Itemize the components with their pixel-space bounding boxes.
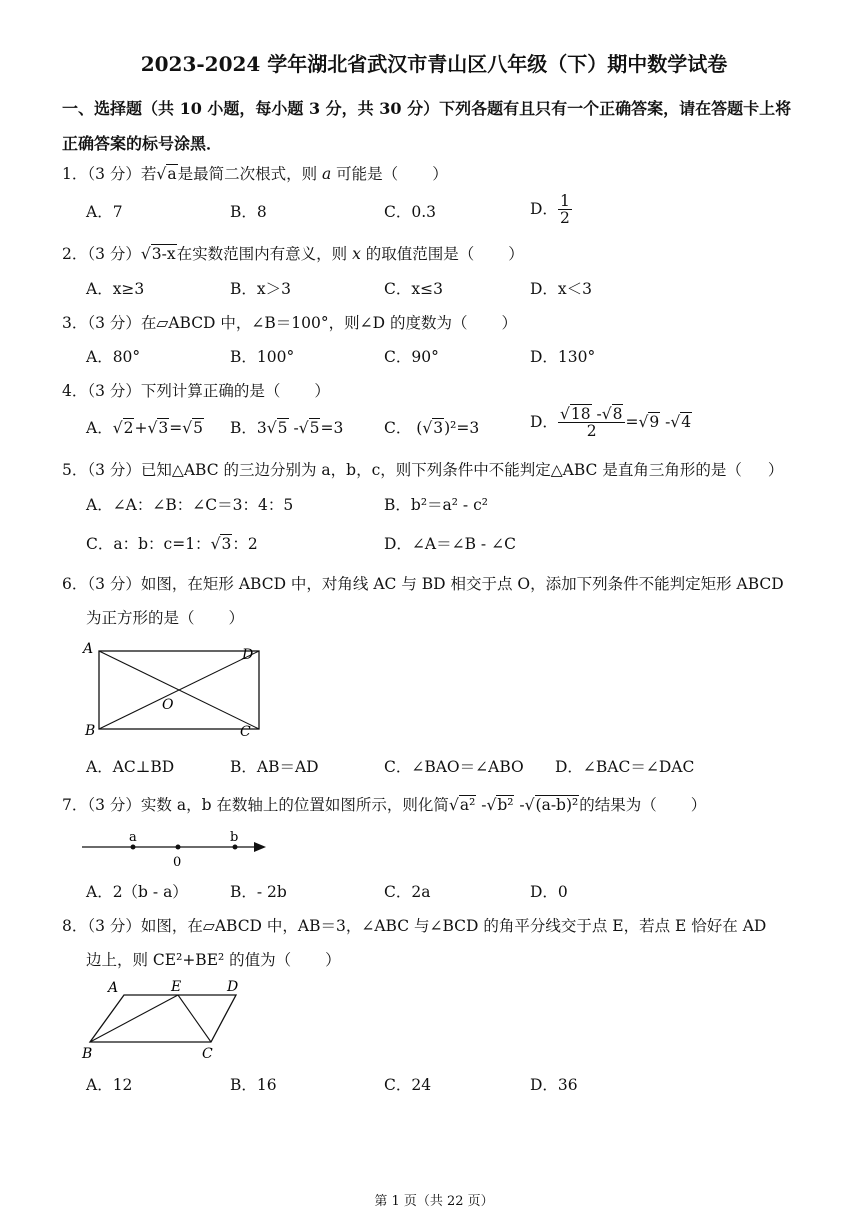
section-instructions-line2: 正确答案的标号涂黑． [62, 134, 223, 153]
q8-option-d: D．36 [530, 1076, 578, 1094]
parallelogram-diagram [78, 976, 253, 1064]
question-number: 4．（3 分） [62, 382, 141, 400]
question-number: 3．（3 分） [62, 314, 141, 332]
radicand: a [167, 165, 177, 183]
label-a: A [83, 641, 94, 657]
question-4 [62, 379, 330, 401]
radicand: b² [497, 796, 514, 814]
arrow-head-icon [254, 842, 266, 852]
parallelogram-abcd [90, 995, 236, 1042]
q6-option-d: D．∠BAC＝∠DAC [555, 758, 695, 776]
number-line-diagram [78, 826, 278, 870]
result: =3 [320, 419, 344, 437]
page-footer: 第 1 页（共 22 页） [374, 1194, 494, 1209]
question-7: 7．（3 分）实数 a，b 在数轴上的位置如图所示，则化简√a² -√b² -√(a-b)²的结果为（ ） [62, 796, 707, 814]
segment-be [90, 995, 178, 1042]
paren-close: ） [325, 951, 341, 969]
radicand: 9 [649, 412, 660, 431]
q3-option-d: D．130° [530, 348, 596, 366]
point-b [233, 845, 238, 850]
question-3 [62, 311, 517, 333]
q4-option-a: A．√2+√3=√5 [86, 419, 203, 437]
question-text: 的结果为（ [579, 796, 657, 814]
radicand: 5 [193, 419, 203, 437]
label-c: C [240, 724, 251, 740]
radicand: 18 [570, 405, 591, 423]
question-text: 可能是（ [331, 165, 399, 183]
question-text: 实数 a，b 在数轴上的位置如图所示，则化简 [140, 796, 449, 814]
label-e: E [171, 979, 182, 995]
paren-close: ） [690, 796, 707, 814]
q6-option-c: C．∠BAO＝∠ABO [384, 758, 524, 776]
radicand: (a-b)² [535, 796, 579, 814]
denominator: 2 [586, 422, 597, 441]
q1-option-b: B．8 [230, 203, 267, 221]
q8-option-c: C．24 [384, 1076, 432, 1094]
q3-option-c: C．90° [384, 348, 439, 366]
question-text: 的取值范围是（ [360, 245, 475, 263]
question-text: 若 [140, 165, 157, 183]
q6-option-a: A．AC⊥BD [86, 758, 175, 776]
radicand: 2 [123, 419, 134, 437]
variable: a [322, 165, 332, 183]
question-2: 2．（3 分）√3-x在实数范围内有意义，则 x 的取值范围是（ ） [62, 245, 524, 263]
option-label: D． [530, 412, 558, 431]
q1-option-c: C．0.3 [384, 203, 437, 221]
label-b: B [82, 1046, 93, 1062]
question-number: 8．（3 分） [62, 917, 141, 935]
question-text: 在实数范围内有意义，则 [176, 245, 353, 263]
q8-option-b: B．16 [230, 1076, 277, 1094]
q7-option-c: C．2a [384, 883, 431, 901]
option-label: B． [230, 419, 257, 437]
question-8-line2 [86, 948, 341, 970]
point-zero [176, 845, 181, 850]
label-d: D [227, 979, 239, 995]
q1-option-a: A．7 [86, 203, 123, 221]
question-number: 6．（3 分） [62, 575, 141, 593]
q3-option-b: B．100° [230, 348, 295, 366]
radicand: a² [459, 796, 476, 814]
paren-close: ） [767, 461, 784, 479]
option-label: D． [530, 199, 558, 218]
q2-option-c: C．x≤3 [384, 280, 443, 298]
radicand: 4 [681, 412, 692, 431]
label-c: C [202, 1046, 213, 1062]
question-1: 1．（3 分）若√a是最简二次根式，则 a 可能是（ ） [62, 165, 448, 183]
exam-title: 2023-2024 学年湖北省武汉市青山区八年级（下）期中数学试卷 [140, 52, 728, 76]
section-instructions-line1: 一、选择题（共 10 小题，每小题 3 分，共 30 分）下列各题有且只有一个正确答案，请在答题卡上将 [62, 99, 792, 118]
point-a [131, 845, 136, 850]
question-text: 边上，则 CE²+BE² 的值为（ [86, 951, 292, 969]
q7-option-a: A．2（b - a） [86, 883, 188, 901]
option-text: ：2 [232, 535, 258, 553]
label-o: O [162, 697, 174, 713]
result: )²=3 [444, 419, 480, 437]
q7-option-d: D．0 [530, 883, 568, 901]
question-text: 是最简二次根式，则 [177, 165, 322, 183]
question-text: 如图，在矩形 ABCD 中，对角线 AC 与 BD 相交于点 O，添加下列条件不能判定矩形 ABCD [140, 575, 784, 593]
q3-option-a: A．80° [86, 348, 141, 366]
label-a: A [108, 980, 119, 996]
label-zero: 0 [173, 855, 182, 870]
q1-option-d [530, 193, 572, 227]
q4-option-c: C． (√3)²=3 [384, 419, 480, 437]
option-label: A． [86, 419, 113, 437]
label-b: b [230, 830, 239, 845]
q4-option-b: B．3√5 -√5=3 [230, 419, 344, 437]
question-text: 下列计算正确的是（ [140, 382, 281, 400]
numerator: 1 [559, 192, 570, 210]
radicand: 3-x [151, 245, 176, 263]
paren-close: ） [314, 382, 330, 400]
paren-close: ） [501, 314, 517, 332]
question-text: 为正方形的是（ [86, 609, 195, 627]
question-number: 1．（3 分） [62, 165, 141, 183]
fraction [558, 193, 572, 227]
segment-ce [178, 995, 211, 1042]
q5-option-d: D．∠A＝∠B - ∠C [384, 535, 516, 553]
radicand: 3 [433, 419, 444, 437]
q5-option-b: B．b²＝a² - c² [384, 496, 488, 514]
radicand: 3 [221, 535, 232, 553]
q2-option-a: A．x≥3 [86, 280, 145, 298]
q5-option-a: A．∠A：∠B：∠C＝3：4：5 [86, 496, 294, 514]
denominator: 2 [559, 209, 570, 228]
question-number: 2．（3 分） [62, 245, 141, 263]
q2-option-d: D．x＜3 [530, 280, 593, 298]
paren-close: ） [508, 245, 524, 263]
rectangle-diagram [78, 638, 268, 743]
option-text: C．a：b：c=1： [86, 535, 211, 553]
label-d: D [242, 647, 254, 663]
paren-close: ） [432, 165, 448, 183]
q4-option-d: D． $\frac{√18 -√8}{2}$ =√9 -√4 [530, 405, 692, 441]
q2-option-b: B．x＞3 [230, 280, 291, 298]
label-a: a [129, 830, 137, 845]
question-number: 5．（3 分） [62, 461, 141, 479]
coefficient: 3 [256, 419, 267, 437]
question-number: 7．（3 分） [62, 796, 141, 814]
variable: x [352, 245, 361, 263]
paren-close: ） [228, 609, 245, 627]
question-6-line2 [86, 606, 244, 628]
radicand: 8 [612, 405, 623, 423]
question-5 [62, 458, 783, 480]
question-8 [62, 914, 766, 936]
question-text: 如图，在▱ABCD 中，AB＝3，∠ABC 与∠BCD 的角平分线交于点 E，若点 E 恰好在 AD [140, 917, 767, 935]
question-6 [62, 572, 784, 594]
q8-option-a: A．12 [86, 1076, 133, 1094]
q5-option-c: C．a：b：c=1：√3：2 [86, 535, 258, 553]
fraction: $\frac{√18 -√8}{2}$ [558, 406, 626, 440]
q7-option-b: B．- 2b [230, 883, 287, 901]
q6-option-b: B．AB＝AD [230, 758, 319, 776]
label-b: B [85, 723, 96, 739]
radicand: 5 [277, 419, 288, 437]
radicand: 3 [158, 419, 169, 437]
radicand: 5 [309, 419, 320, 437]
option-label: C． [384, 419, 412, 437]
question-text: 已知△ABC 的三边分别为 a，b，c，则下列条件中不能判定△ABC 是直角三角形的是（ [140, 461, 742, 479]
question-text: 在▱ABCD 中，∠B＝100°，则∠D 的度数为（ [140, 314, 468, 332]
